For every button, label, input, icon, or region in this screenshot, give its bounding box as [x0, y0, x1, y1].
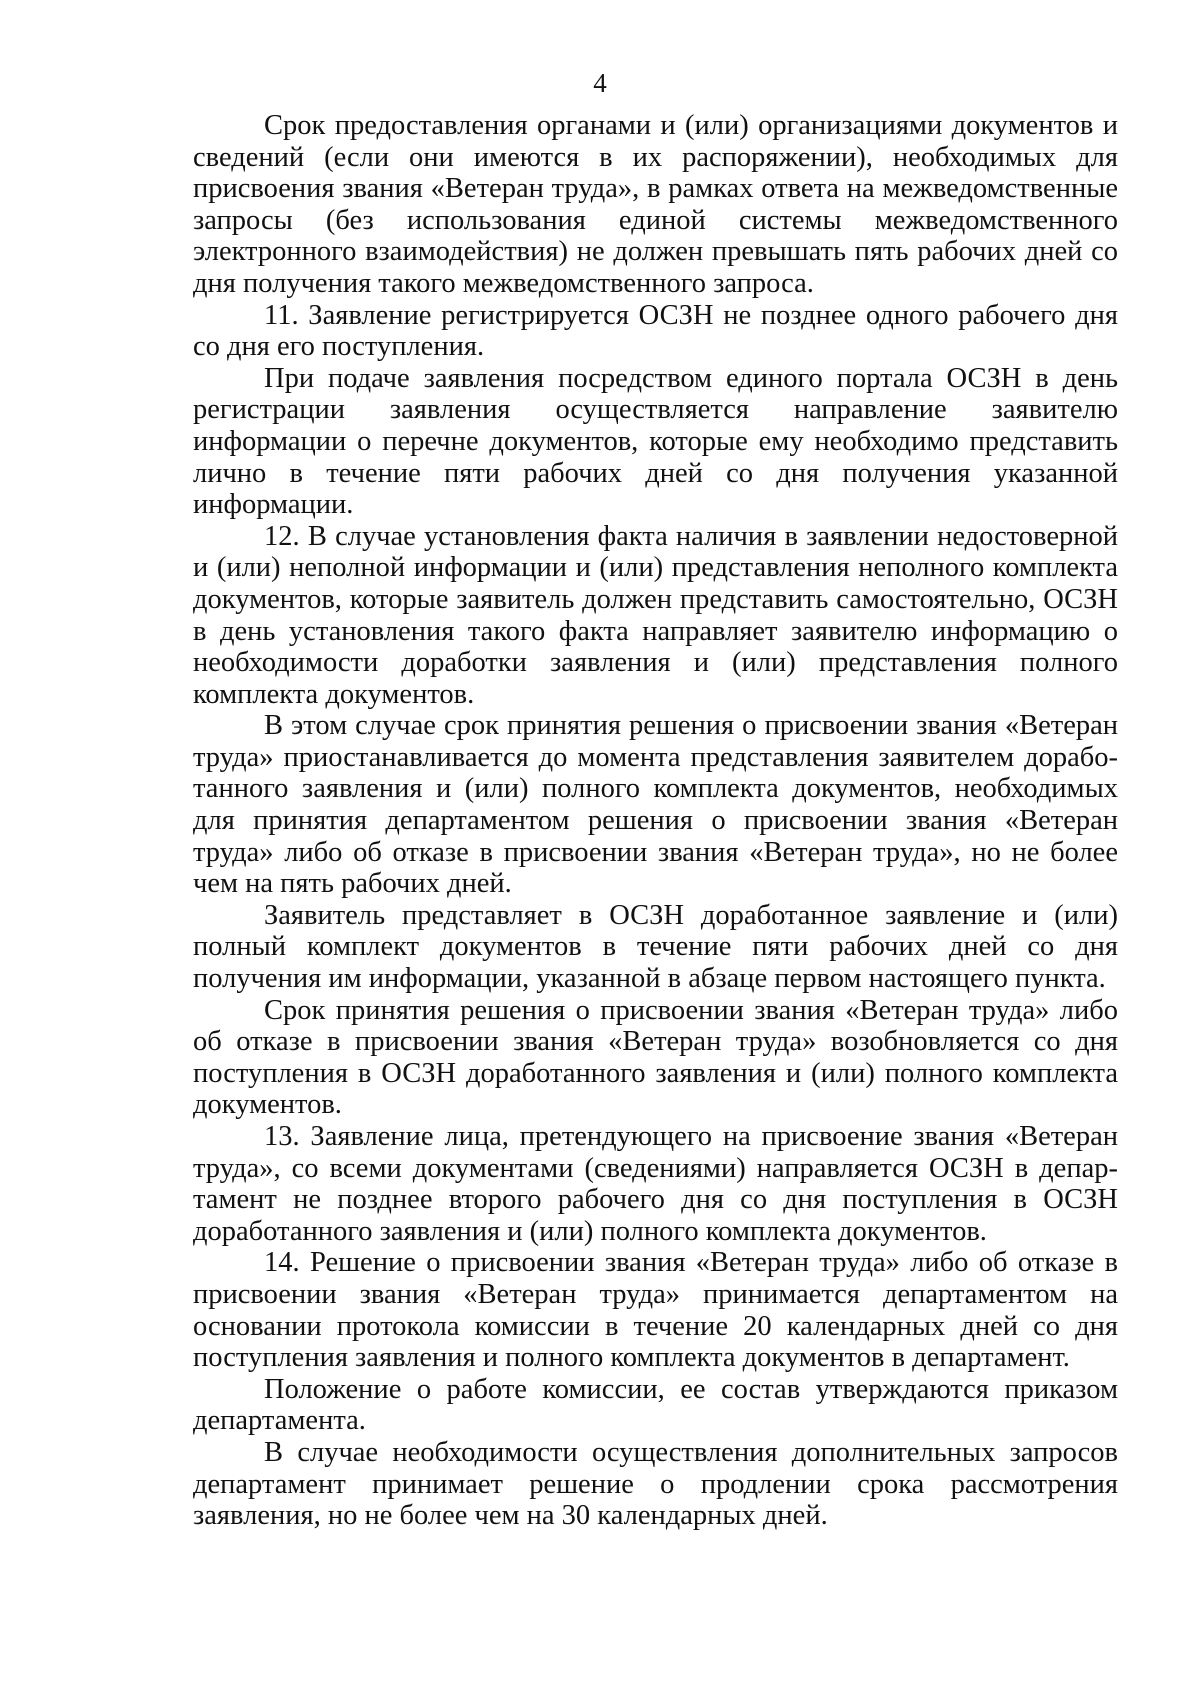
- paragraph-suspension-of-term: В этом случае срок принятия решения о присвоении звания «Ветеран труда» приостанавливается до момента представления заявителем доработанного заявления и (или) полного комплекта документов, необходимых для принятия департаментом решения о присвоении звания «Ветеран труда» либо об отказе в присвоении звания «Ветеран труда», но не более чем на пять рабочих дней.: [193, 710, 1118, 900]
- paragraph-term-resumption: Срок принятия решения о присвоении звания «Ветеран труда» либо об отказе в присвоении звания «Ветеран труда» возобновляется со дня поступления в ОСЗН доработанного заявления и (или) полного комплекта документов.: [193, 994, 1118, 1121]
- document-body: [193, 110, 1118, 1532]
- paragraph-portal-submission: При подаче заявления посредством единого портала ОСЗН в день регистрации заявления осуществляется направление заявителю информации о перечне документов, которые ему необходимо представить лично в течение пяти рабочих дней со дня получения указанной информации.: [193, 362, 1118, 521]
- paragraph-13-forwarding: 13. Заявление лица, претендующего на присвоение звания «Ветеран труда», со всеми документами (сведениями) направляется ОСЗН в департамент не позднее второго рабочего дня со дня поступления в ОСЗН доработанного заявления и (или) полного комплекта документов.: [193, 1121, 1118, 1247]
- paragraph-term-extension: В случае необходимости осуществления дополнительных запросов департамент принимает решение о продлении срока рассмотрения заявления, но не более чем на 30 календарных дней.: [193, 1436, 1118, 1532]
- paragraph-12-incomplete-info: 12. В случае установления факта наличия в заявлении недостоверной и (или) неполной информации и (или) представления неполного комплекта документов, которые заявитель должен представить самостоятельно, ОСЗН в день установления такого факта направляет заявителю информацию о необходимости доработки заявления и (или) представления полного комплекта документов.: [193, 520, 1118, 710]
- paragraph-commission-regulation: Положение о работе комиссии, ее состав утверждаются приказом департамента.: [193, 1373, 1118, 1437]
- paragraph-11-registration: 11. Заявление регистрируется ОСЗН не позднее одного рабочего дня со дня его поступления.: [193, 299, 1118, 363]
- page-number: 4: [593, 68, 607, 98]
- paragraph-14-decision: 14. Решение о присвоении звания «Ветеран труда» либо об отказе в присвоении звания «Ветеран труда» принимается департаментом на основании протокола комиссии в течение 20 календарных дней со дня поступления заявления и полного комплекта документов в департамент.: [193, 1247, 1118, 1374]
- paragraph-term-interagency-requests: Срок предоставления органами и (или) организациями документов и сведений (если они имеются в их распоряжении), необходимых для присвоения звания «Ветеран труда», в рамках ответа на межведомственные запросы (без использования единой системы межведомственного электронного взаимодействия) не должен превышать пять рабочих дней со дня получения такого межведомственного запроса.: [193, 110, 1118, 299]
- paragraph-applicant-submission: Заявитель представляет в ОСЗН доработанное заявление и (или) полный комплект документов в течение пяти рабочих дней со дня получения им информации, указанной в абзаце первом настоящего пункта.: [193, 899, 1118, 995]
